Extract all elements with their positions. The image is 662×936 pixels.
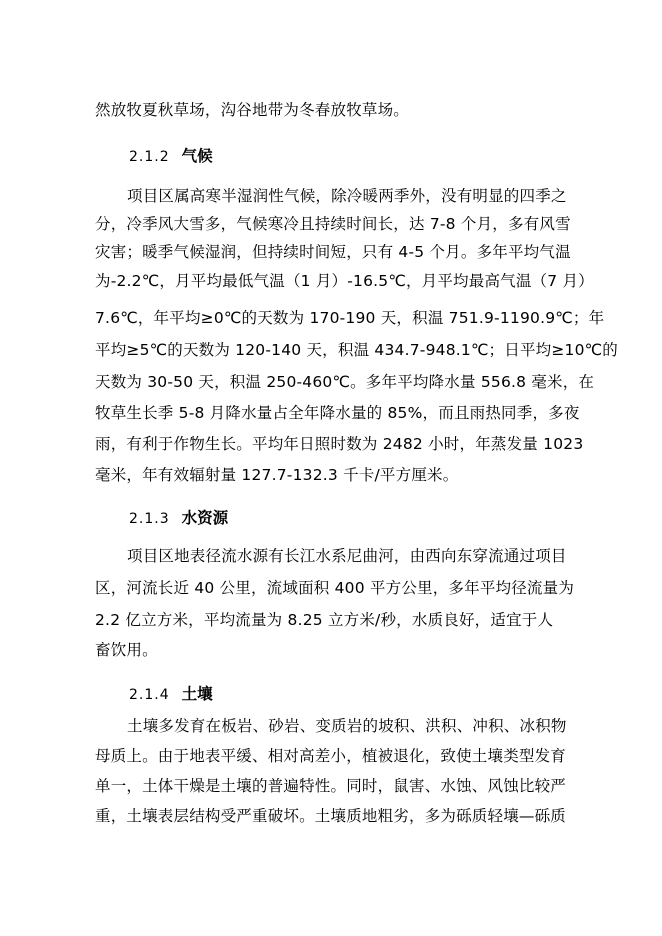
paragraph-line: 为-2.2℃，月平均最低气温（1 月）-16.5℃，月平均最高气温（7 月） — [95, 272, 594, 290]
paragraph-line: 单一，土体干燥是土壤的普遍特性。同时，鼠害、水蚀、风蚀比较严 — [95, 777, 567, 795]
paragraph-line: 区，河流长近 40 公里，流域面积 400 平方公里，多年平均径流量为 — [95, 579, 575, 597]
paragraph-line: 土壤多发育在板岩、砂岩、变质岩的坡积、洪积、冲积、冰积物 — [127, 717, 567, 735]
section-title: 气候 — [181, 147, 213, 165]
section-number: 2.1.3 — [129, 511, 170, 527]
paragraph-line: 毫米，年有效辐射量 127.7-132.3 千卡/平方厘米。 — [95, 466, 459, 484]
paragraph-line: 2.2 亿立方米，平均流量为 8.25 立方米/秒，水质良好，适宜于人 — [95, 611, 554, 629]
section-heading-climate — [129, 146, 213, 167]
section-number: 2.1.4 — [129, 687, 170, 703]
section-title: 水资源 — [181, 509, 229, 527]
section-number: 2.1.2 — [129, 149, 170, 165]
paragraph-line: 牧草生长季 5-8 月降水量占全年降水量的 85%，而且雨热同季，多夜 — [95, 404, 580, 422]
paragraph-line: 灾害；暖季气候湿润，但持续时间短，只有 4-5 个月。多年平均气温 — [95, 243, 571, 261]
paragraph-line: 平均≥5℃的天数为 120-140 天，积温 434.7-948.1℃；日平均≥10℃的 — [95, 341, 618, 359]
paragraph-line: 项目区属高寒半湿润性气候，除冷暖两季外，没有明显的四季之 — [127, 187, 567, 205]
paragraph-line: 雨，有利于作物生长。平均年日照时数为 2482 小时，年蒸发量 1023 — [95, 435, 584, 453]
paragraph-line: 母质上。由于地表平缓、相对高差小，植被退化，致使土壤类型发育 — [95, 747, 567, 765]
section-heading-water — [129, 508, 228, 529]
paragraph-line: 畜饮用。 — [95, 641, 158, 659]
paragraph-line: 重，土壤表层结构受严重破坏。土壤质地粗劣，多为砾质轻壤—砾质 — [95, 807, 567, 825]
paragraph-line: 7.6℃，年平均≥0℃的天数为 170-190 天，积温 751.9-1190.9℃；年 — [95, 309, 605, 327]
paragraph-line: 然放牧夏秋草场，沟谷地带为冬春放牧草场。 — [95, 101, 410, 119]
paragraph-line: 分，冷季风大雪多，气候寒冷且持续时间长，达 7-8 个月，多有风雪 — [95, 215, 571, 233]
section-heading-soil — [129, 684, 213, 705]
paragraph-line: 项目区地表径流水源有长江水系尼曲河，由西向东穿流通过项目 — [127, 547, 567, 565]
section-title: 土壤 — [181, 685, 213, 703]
paragraph-line: 天数为 30-50 天，积温 250-460℃。多年平均降水量 556.8 毫米，在 — [95, 373, 595, 391]
